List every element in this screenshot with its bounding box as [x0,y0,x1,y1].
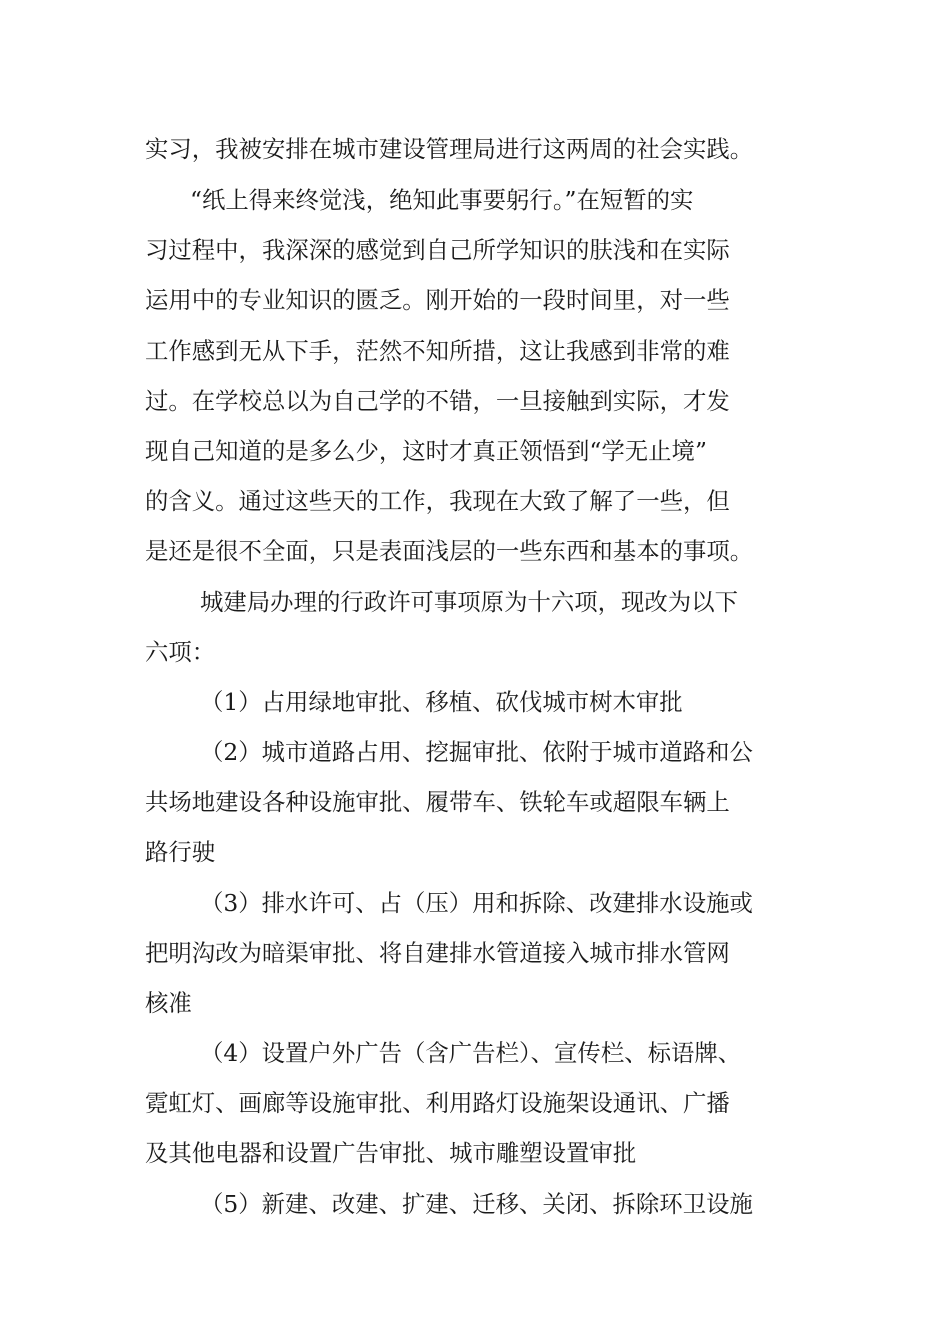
text-line: 现自己知道的是多么少，这时才真正领悟到“学无止境” [145,437,707,465]
text-line: “纸上得来终觉浅，绝知此事要躬行。”在短暂的实 [190,186,694,214]
text-line: 运用中的专业知识的匮乏。刚开始的一段时间里，对一些 [145,286,730,314]
text-line: 把明沟改为暗渠审批、将自建排水管道接入城市排水管网 [145,939,730,967]
list-item: （2）城市道路占用、挖掘审批、依附于城市道路和公 [200,738,753,766]
list-item: （4）设置户外广告（含广告栏）、宣传栏、标语牌、 [200,1039,742,1067]
text-line: 及其他电器和设置广告审批、城市雕塑设置审批 [145,1139,637,1167]
text-line: 的含义。通过这些天的工作，我现在大致了解了一些，但 [145,487,730,515]
text-line: 习过程中，我深深的感觉到自己所学知识的肤浅和在实际 [145,236,730,264]
text-line: 霓虹灯、画廊等设施审批、利用路灯设施架设通讯、广播 [145,1089,730,1117]
text-line: 路行驶 [145,838,216,866]
list-item: （5）新建、改建、扩建、迁移、关闭、拆除环卫设施 [200,1190,753,1218]
text-line: 核准 [145,989,192,1017]
text-line: 是还是很不全面，只是表面浅层的一些东西和基本的事项。 [145,537,754,565]
text-line: 城建局办理的行政许可事项原为十六项，现改为以下 [200,588,738,616]
text-line: 六项： [145,638,216,666]
text-line: 工作感到无从下手，茫然不知所措，这让我感到非常的难 [145,337,730,365]
text-line: 过。在学校总以为自己学的不错，一旦接触到实际，才发 [145,387,730,415]
list-item: （3）排水许可、占（压）用和拆除、改建排水设施或 [200,889,753,917]
list-item: （1）占用绿地审批、移植、砍伐城市树木审批 [200,688,683,716]
text-line: 实习，我被安排在城市建设管理局进行这两周的社会实践。 [145,135,754,163]
text-line: 共场地建设各种设施审批、履带车、铁轮车或超限车辆上 [145,788,730,816]
